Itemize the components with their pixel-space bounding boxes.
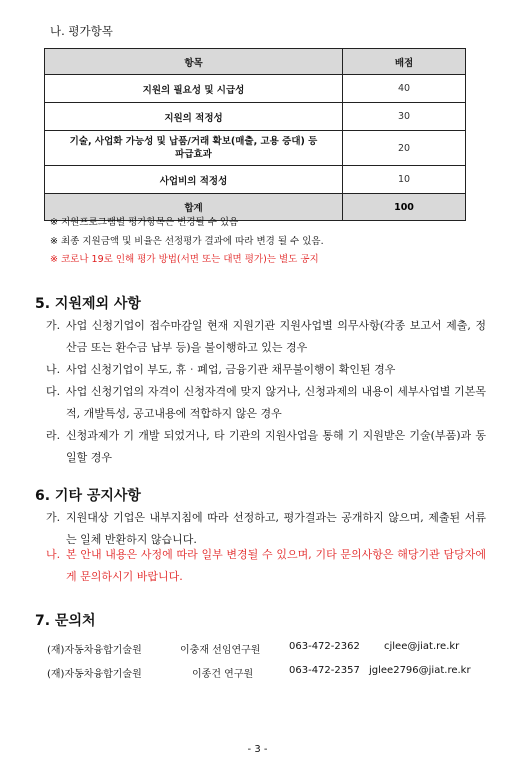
list-marker: 나. bbox=[46, 548, 61, 561]
list-marker: 나. bbox=[46, 363, 61, 376]
section-title: 7. 문의처 bbox=[35, 613, 96, 629]
list-item bbox=[46, 381, 486, 425]
list-marker: 가. bbox=[46, 511, 61, 524]
score-cell: 40 bbox=[343, 75, 466, 103]
list-text: 사업 신청기업의 자격이 신청자격에 맞지 않거나, 신청과제의 내용이 세부사업별 기본목적, 개발특성, 공고내용에 적합하지 않은 경우 bbox=[66, 385, 486, 420]
eval-heading: 나. 평가항목 bbox=[50, 24, 113, 38]
total-score: 100 bbox=[343, 194, 466, 221]
section-title: 6. 기타 공지사항 bbox=[35, 488, 141, 504]
note-line: ※ 지원프로그램별 평가항목은 변경될 수 있음 bbox=[50, 217, 239, 228]
col-score-header: 배점 bbox=[343, 49, 466, 75]
list-text: 신청과제가 기 개발 되었거나, 타 기관의 지원사업을 통해 기 지원받은 기술(부품)과 동일할 경우 bbox=[66, 429, 486, 464]
contact-name: 이충재 선임연구원 bbox=[180, 645, 261, 656]
contact-email[interactable]: cjlee@jiat.re.kr bbox=[384, 641, 460, 652]
contact-org: (재)자동차융합기술원 bbox=[47, 645, 142, 656]
list-item bbox=[46, 315, 486, 359]
list-item bbox=[46, 425, 486, 469]
list-item-notice bbox=[46, 544, 486, 588]
section-title: 5. 지원제외 사항 bbox=[35, 296, 141, 312]
contact-phone: 063-472-2362 bbox=[289, 641, 360, 652]
note-line: ※ 최종 지원금액 및 비율은 선정평가 결과에 따라 변경 될 수 있음. bbox=[50, 236, 324, 247]
item-cell bbox=[45, 131, 343, 166]
item-cell: 지원의 적정성 bbox=[45, 103, 343, 131]
col-item-header: 항목 bbox=[45, 49, 343, 75]
total-label: 합계 bbox=[45, 194, 343, 221]
item-cell: 지원의 필요성 및 시급성 bbox=[45, 75, 343, 103]
list-text: 사업 신청기업이 접수마감일 현재 지원기관 지원사업별 의무사항(각종 보고서 제출, 정산금 또는 환수금 납부 등)을 불이행하고 있는 경우 bbox=[66, 319, 486, 354]
item-cell: 사업비의 적정성 bbox=[45, 166, 343, 194]
contact-phone: 063-472-2357 bbox=[289, 665, 360, 676]
contact-email[interactable]: jglee2796@jiat.re.kr bbox=[369, 665, 471, 676]
item-cell-line2: 파급효과 bbox=[175, 149, 212, 160]
contact-org: (재)자동차융합기술원 bbox=[47, 669, 142, 680]
contact-name: 이종건 연구원 bbox=[192, 669, 254, 680]
score-cell: 10 bbox=[343, 166, 466, 194]
table-row bbox=[45, 131, 466, 166]
table-row bbox=[45, 166, 466, 194]
score-cell: 20 bbox=[343, 131, 466, 166]
note-line-notice: ※ 코로나 19로 인해 평가 방법(서면 또는 대면 평가)는 별도 공지 bbox=[50, 254, 319, 265]
table-header-row bbox=[45, 49, 466, 75]
list-marker: 다. bbox=[46, 385, 61, 398]
page-number: - 3 - bbox=[247, 744, 268, 755]
list-marker: 가. bbox=[46, 319, 61, 332]
list-text: 사업 신청기업이 부도, 휴‧폐업, 금융기관 채무불이행이 확인된 경우 bbox=[66, 363, 396, 376]
score-cell: 30 bbox=[343, 103, 466, 131]
item-cell-line1: 기술, 사업화 가능성 및 납품/거래 확보(매출, 고용 증대) 등 bbox=[69, 136, 318, 147]
list-item bbox=[46, 359, 486, 381]
list-text: 본 안내 내용은 사정에 따라 일부 변경될 수 있으며, 기타 문의사항은 해당기관 담당자에게 문의하시기 바랍니다. bbox=[66, 548, 486, 583]
table-row bbox=[45, 103, 466, 131]
table-row bbox=[45, 75, 466, 103]
list-marker: 라. bbox=[46, 429, 61, 442]
list-text: 지원대상 기업은 내부지침에 따라 선정하고, 평가결과는 공개하지 않으며, 제출된 서류는 일체 반환하지 않습니다. bbox=[66, 511, 486, 546]
evaluation-table bbox=[44, 48, 466, 221]
